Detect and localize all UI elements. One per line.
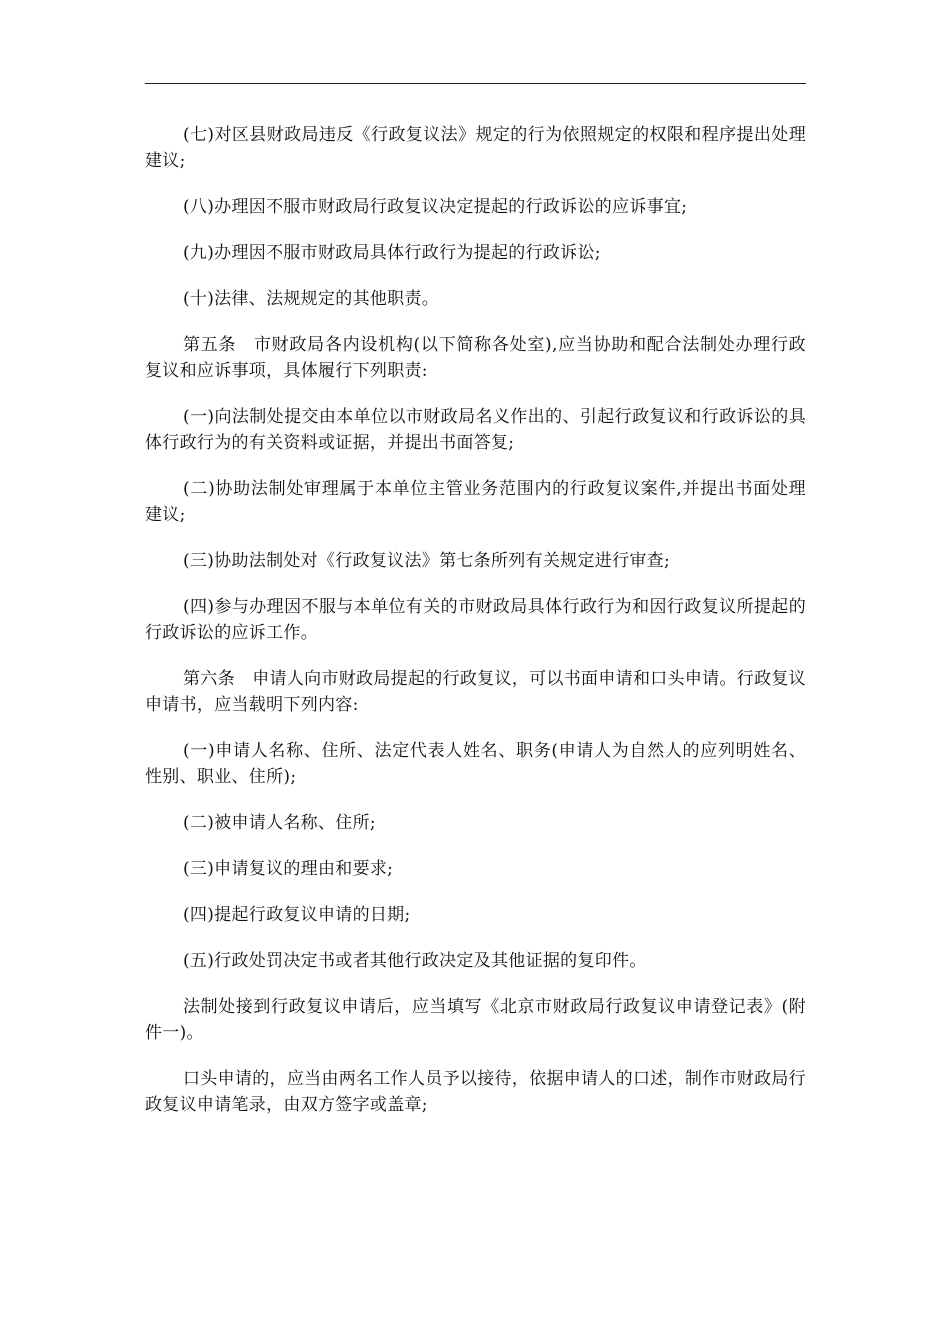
paragraph-article-5-item-1: (一)向法制处提交由本单位以市财政局名义作出的、引起行政复议和行政诉讼的具体行政行为的有关资料或证据，并提出书面答复;: [145, 407, 806, 453]
paragraph-item-10: (十)法律、法规规定的其他职责。: [183, 289, 440, 309]
paragraph-article-5-item-2: (二)协助法制处审理属于本单位主管业务范围内的行政复议案件,并提出书面处理建议;: [145, 479, 806, 525]
paragraph-article-5: 第五条 市财政局各内设机构(以下简称各处室),应当协助和配合法制处办理行政复议和应诉事项，具体履行下列职责:: [145, 335, 806, 381]
paragraph-article-6-item-1: (一)申请人名称、住所、法定代表人姓名、职务(申请人为自然人的应列明姓名、性别、职业、住所);: [145, 741, 806, 787]
paragraph-article-5-item-4: (四)参与办理因不服与本单位有关的市财政局具体行政行为和因行政复议所提起的行政诉讼的应诉工作。: [145, 597, 806, 643]
paragraph-article-6-item-5: (五)行政处罚决定书或者其他行政决定及其他证据的复印件。: [183, 951, 647, 971]
paragraph-article-5-item-3: (三)协助法制处对《行政复议法》第七条所列有关规定进行审查;: [183, 551, 670, 571]
header-rule: [145, 83, 806, 84]
paragraph-article-6-item-2: (二)被申请人名称、住所;: [183, 813, 376, 833]
paragraph-article-6: 第六条 申请人向市财政局提起的行政复议，可以书面申请和口头申请。行政复议申请书，应当载明下列内容:: [145, 669, 806, 715]
paragraph-item-9: (九)办理因不服市财政局具体行政行为提起的行政诉讼;: [183, 243, 601, 263]
paragraph-article-6-item-4: (四)提起行政复议申请的日期;: [183, 905, 411, 925]
paragraph-registration: 法制处接到行政复议申请后，应当填写《北京市财政局行政复议申请登记表》(附件一)。: [145, 997, 806, 1043]
paragraph-article-6-item-3: (三)申请复议的理由和要求;: [183, 859, 394, 879]
paragraph-item-7: (七)对区县财政局违反《行政复议法》规定的行为依照规定的权限和程序提出处理建议;: [145, 125, 806, 171]
paragraph-oral-application: 口头申请的，应当由两名工作人员予以接待，依据申请人的口述，制作市财政局行政复议申请笔录，由双方签字或盖章;: [145, 1069, 806, 1115]
document-body: [145, 122, 806, 1138]
paragraph-item-8: (八)办理因不服市财政局行政复议决定提起的行政诉讼的应诉事宜;: [183, 197, 688, 217]
